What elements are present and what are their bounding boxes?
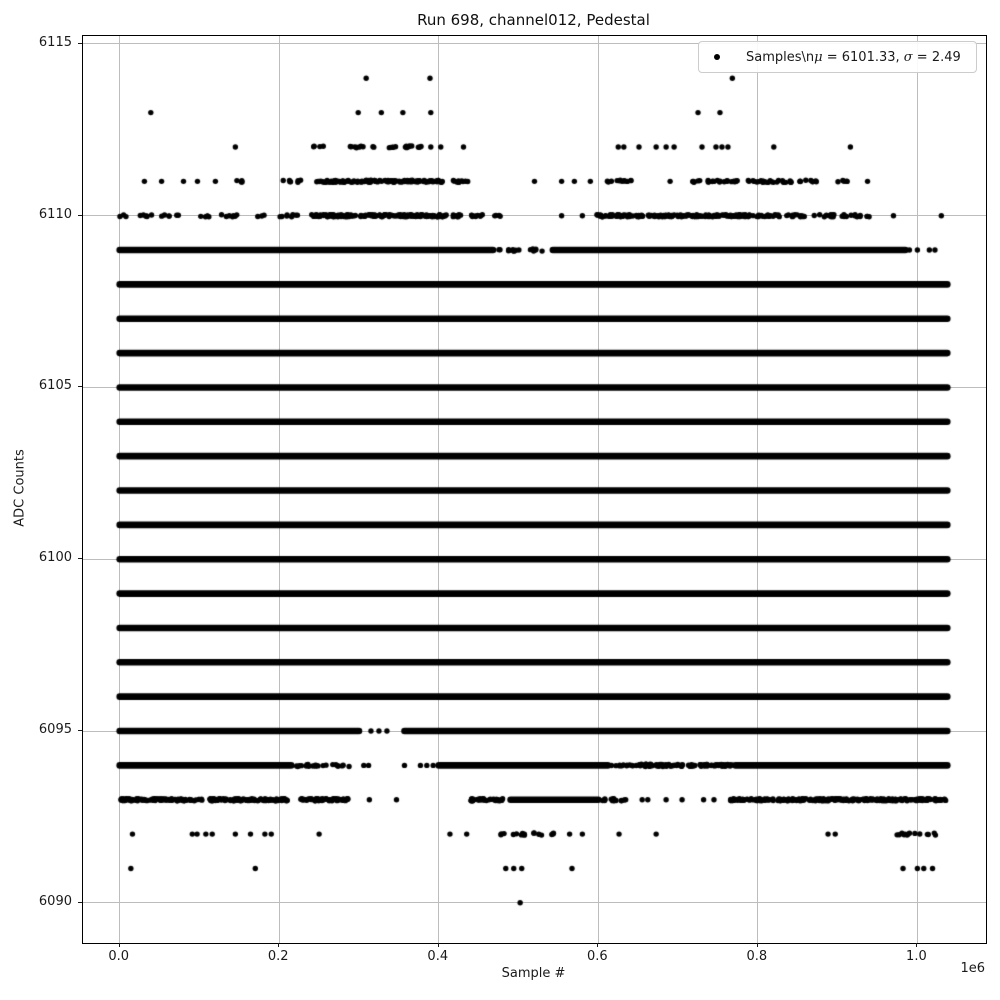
legend [698, 41, 977, 73]
y-tick-mark [78, 902, 82, 903]
y-axis-label: ADC Counts [12, 449, 28, 527]
x-tick-label: 0.4 [427, 949, 449, 964]
x-tick-mark [438, 943, 439, 947]
x-tick-mark [278, 943, 279, 947]
y-tick-label: 6105 [38, 378, 72, 394]
x-tick-label: 0.6 [586, 949, 608, 964]
x-tick-label: 1.0 [906, 949, 927, 964]
x-tick-label: 0.0 [108, 949, 130, 964]
x-axis-label: Sample # [501, 966, 566, 981]
legend-label [746, 50, 961, 65]
legend-mu-value: = 6101.33, [822, 49, 904, 65]
scatter-canvas [83, 36, 986, 943]
y-tick-mark [78, 215, 82, 216]
legend-marker-icon [714, 54, 720, 60]
x-tick-label: 0.2 [267, 949, 289, 964]
chart-title: Run 698, channel012, Pedestal [417, 11, 650, 29]
legend-mu-symbol: μ [814, 49, 823, 65]
x-tick-mark [757, 943, 758, 947]
y-tick-mark [78, 386, 82, 387]
legend-sigma-value: = 2.49 [912, 49, 961, 65]
y-tick-label: 6100 [38, 550, 72, 566]
x-tick-mark [916, 943, 917, 947]
y-tick-label: 6095 [38, 722, 72, 738]
legend-sigma-symbol: σ [903, 49, 913, 65]
x-tick-mark [597, 943, 598, 947]
y-tick-label: 6110 [38, 206, 72, 222]
y-tick-label: 6090 [38, 893, 72, 909]
legend-series-name: Samples\n [746, 49, 815, 65]
y-tick-mark [78, 43, 82, 44]
plot-area [82, 35, 987, 944]
y-tick-mark [78, 730, 82, 731]
x-offset-label: 1e6 [960, 961, 985, 976]
y-tick-label: 6115 [38, 34, 72, 50]
x-tick-mark [119, 943, 120, 947]
x-tick-label: 0.8 [746, 949, 768, 964]
y-tick-mark [78, 558, 82, 559]
